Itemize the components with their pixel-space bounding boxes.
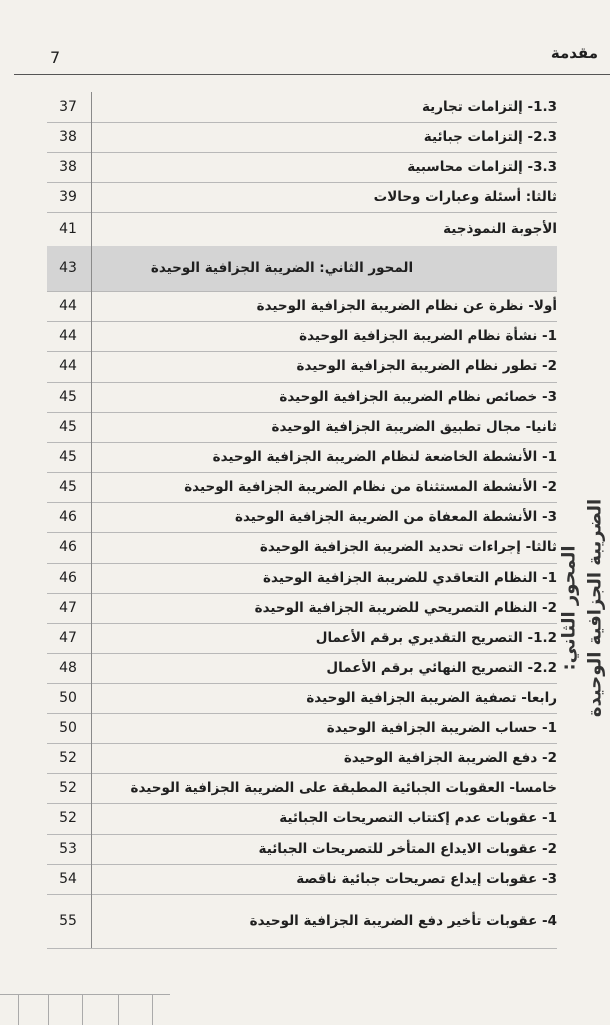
toc-entry-title: 2- عقوبات الايداع المتأخر للتصريحات الجبائية <box>258 841 557 857</box>
toc-page-number: 50 <box>59 720 77 736</box>
column-divider <box>91 653 92 683</box>
toc-row <box>47 593 557 624</box>
toc-entry-title: 1- الأنشطة الخاضعة لنظام الضريبة الجزافية الوحيدة <box>212 449 557 465</box>
toc-entry-title: 2- النظام التصريحي للضريبة الجزافية الوحيدة <box>254 600 557 616</box>
toc-row <box>47 803 557 835</box>
header-rule <box>14 74 610 75</box>
column-divider <box>91 182 92 212</box>
side-chapter-title <box>553 448 610 768</box>
column-divider <box>91 834 92 864</box>
toc-entry-title: المحور الثاني: الضريبة الجزافية الوحيدة <box>150 260 414 276</box>
column-divider <box>91 122 92 152</box>
toc-page-number: 46 <box>59 539 77 555</box>
toc-entry-title: 2- دفع الضريبة الجزافية الوحيدة <box>343 750 557 766</box>
toc-row <box>47 472 557 503</box>
toc-row-chapter <box>47 246 557 292</box>
toc-row <box>47 563 557 594</box>
table-of-contents <box>47 92 557 948</box>
toc-page-number: 38 <box>59 159 77 175</box>
toc-page-number: 43 <box>59 260 77 276</box>
toc-entry-title: 1.2- التصريح التقديري برقم الأعمال <box>315 630 557 646</box>
column-divider <box>91 382 92 412</box>
running-header: مقدمة <box>550 44 598 62</box>
toc-page-number: 44 <box>59 358 77 374</box>
column-divider <box>91 321 92 351</box>
toc-page-number: 46 <box>59 570 77 586</box>
toc-row <box>47 623 557 654</box>
toc-page-number: 47 <box>59 600 77 616</box>
toc-row <box>47 152 557 183</box>
toc-page-number: 39 <box>59 189 77 205</box>
toc-page-number: 37 <box>59 99 77 115</box>
column-divider <box>91 502 92 532</box>
column-divider <box>91 92 92 122</box>
toc-entry-title: 1- حساب الضريبة الجزافية الوحيدة <box>326 720 557 736</box>
toc-entry-title: 1- عقوبات عدم إكتتاب التصريحات الجبائية <box>279 810 557 826</box>
toc-page-number: 45 <box>59 479 77 495</box>
column-divider <box>91 803 92 834</box>
toc-row <box>47 412 557 443</box>
column-divider <box>91 563 92 593</box>
toc-entry-title: 2.2- التصريح النهائي برقم الأعمال <box>326 660 557 676</box>
column-divider <box>91 246 92 291</box>
toc-row <box>47 382 557 413</box>
toc-entry-title: 1.3- إلتزامات تجارية <box>421 99 557 115</box>
side-title-line1: المحور الثاني: <box>558 545 580 671</box>
column-divider <box>91 713 92 743</box>
toc-row <box>47 683 557 714</box>
toc-entry-title: الأجوبة النموذجية <box>443 221 557 237</box>
toc-entry-title: 3- عقوبات إيداع تصريحات جبائية ناقصة <box>296 871 557 887</box>
toc-row <box>47 122 557 153</box>
toc-row <box>47 291 557 322</box>
column-divider <box>91 683 92 713</box>
toc-page-number: 53 <box>59 841 77 857</box>
toc-page-number: 55 <box>59 913 77 929</box>
toc-page-number: 45 <box>59 389 77 405</box>
toc-entry-title: ثالثا: أسئلة وعبارات وحالات <box>373 189 557 205</box>
toc-entry-title: 1- نشأة نظام الضريبة الجزافية الوحيدة <box>299 328 557 344</box>
toc-entry-title: رابعا- تصفية الضريبة الجزافية الوحيدة <box>306 690 557 706</box>
toc-page-number: 48 <box>59 660 77 676</box>
toc-page-number: 52 <box>59 810 77 826</box>
toc-row <box>47 864 557 895</box>
toc-row <box>47 653 557 684</box>
toc-row <box>47 502 557 533</box>
toc-entry-title: ثالثا- إجراءات تحديد الضريبة الجزافية الوحيدة <box>259 539 557 555</box>
column-divider <box>91 351 92 382</box>
toc-entry-title: 3.3- إلتزامات محاسبية <box>407 159 557 175</box>
page-number: 7 <box>50 48 61 67</box>
toc-row <box>47 321 557 352</box>
toc-row <box>47 182 557 213</box>
toc-page-number: 50 <box>59 690 77 706</box>
column-divider <box>91 152 92 182</box>
toc-entry-title: خامسا- العقوبات الجبائية المطبقة على الضريبة الجزافية الوحيدة <box>130 780 557 796</box>
bottom-edge-fragment <box>0 994 170 1025</box>
toc-row <box>47 834 557 865</box>
column-divider <box>91 593 92 623</box>
toc-page-number: 41 <box>59 221 77 237</box>
toc-page-number: 44 <box>59 328 77 344</box>
toc-row <box>47 351 557 383</box>
column-divider <box>91 442 92 472</box>
toc-entry-title: 4- عقوبات تأخير دفع الضريبة الجزافية الوحيدة <box>249 913 557 929</box>
toc-page-number: 45 <box>59 449 77 465</box>
toc-row <box>47 894 557 949</box>
column-divider <box>91 773 92 803</box>
side-title-line2: الضريبة الجزافية الوحيدة <box>584 498 606 718</box>
toc-row <box>47 743 557 774</box>
toc-entry-title: 2.3- إلتزامات جبائية <box>423 129 557 145</box>
toc-row <box>47 532 557 564</box>
toc-page-number: 52 <box>59 750 77 766</box>
toc-page-number: 54 <box>59 871 77 887</box>
toc-entry-title: 3- الأنشطة المعفاة من الضريبة الجزافية الوحيدة <box>235 509 557 525</box>
toc-entry-title: 2- تطور نظام الضريبة الجزافية الوحيدة <box>296 358 557 374</box>
toc-entry-title: ثانيا- مجال تطبيق الضريبة الجزافية الوحيدة <box>271 419 557 435</box>
column-divider <box>91 291 92 321</box>
column-divider <box>91 743 92 773</box>
toc-entry-title: 3- خصائص نظام الضريبة الجزافية الوحيدة <box>279 389 557 405</box>
column-divider <box>91 212 92 246</box>
toc-entry-title: أولا- نظرة عن نظام الضريبة الجزافية الوحيدة <box>256 298 557 314</box>
column-divider <box>91 472 92 502</box>
toc-entry-title: 2- الأنشطة المستثناة من نظام الضريبة الجزافية الوحيدة <box>184 479 557 495</box>
toc-page-number: 52 <box>59 780 77 796</box>
toc-row <box>47 92 557 123</box>
toc-page-number: 38 <box>59 129 77 145</box>
toc-row <box>47 713 557 744</box>
column-divider <box>91 864 92 894</box>
toc-page-number: 46 <box>59 509 77 525</box>
column-divider <box>91 412 92 442</box>
column-divider <box>91 623 92 653</box>
toc-row <box>47 773 557 804</box>
column-divider <box>91 532 92 563</box>
toc-page-number: 45 <box>59 419 77 435</box>
toc-page-number: 47 <box>59 630 77 646</box>
toc-row <box>47 212 557 247</box>
toc-page-number: 44 <box>59 298 77 314</box>
toc-row <box>47 442 557 473</box>
column-divider <box>91 894 92 948</box>
toc-entry-title: 1- النظام التعاقدي للضريبة الجزافية الوحيدة <box>263 570 557 586</box>
